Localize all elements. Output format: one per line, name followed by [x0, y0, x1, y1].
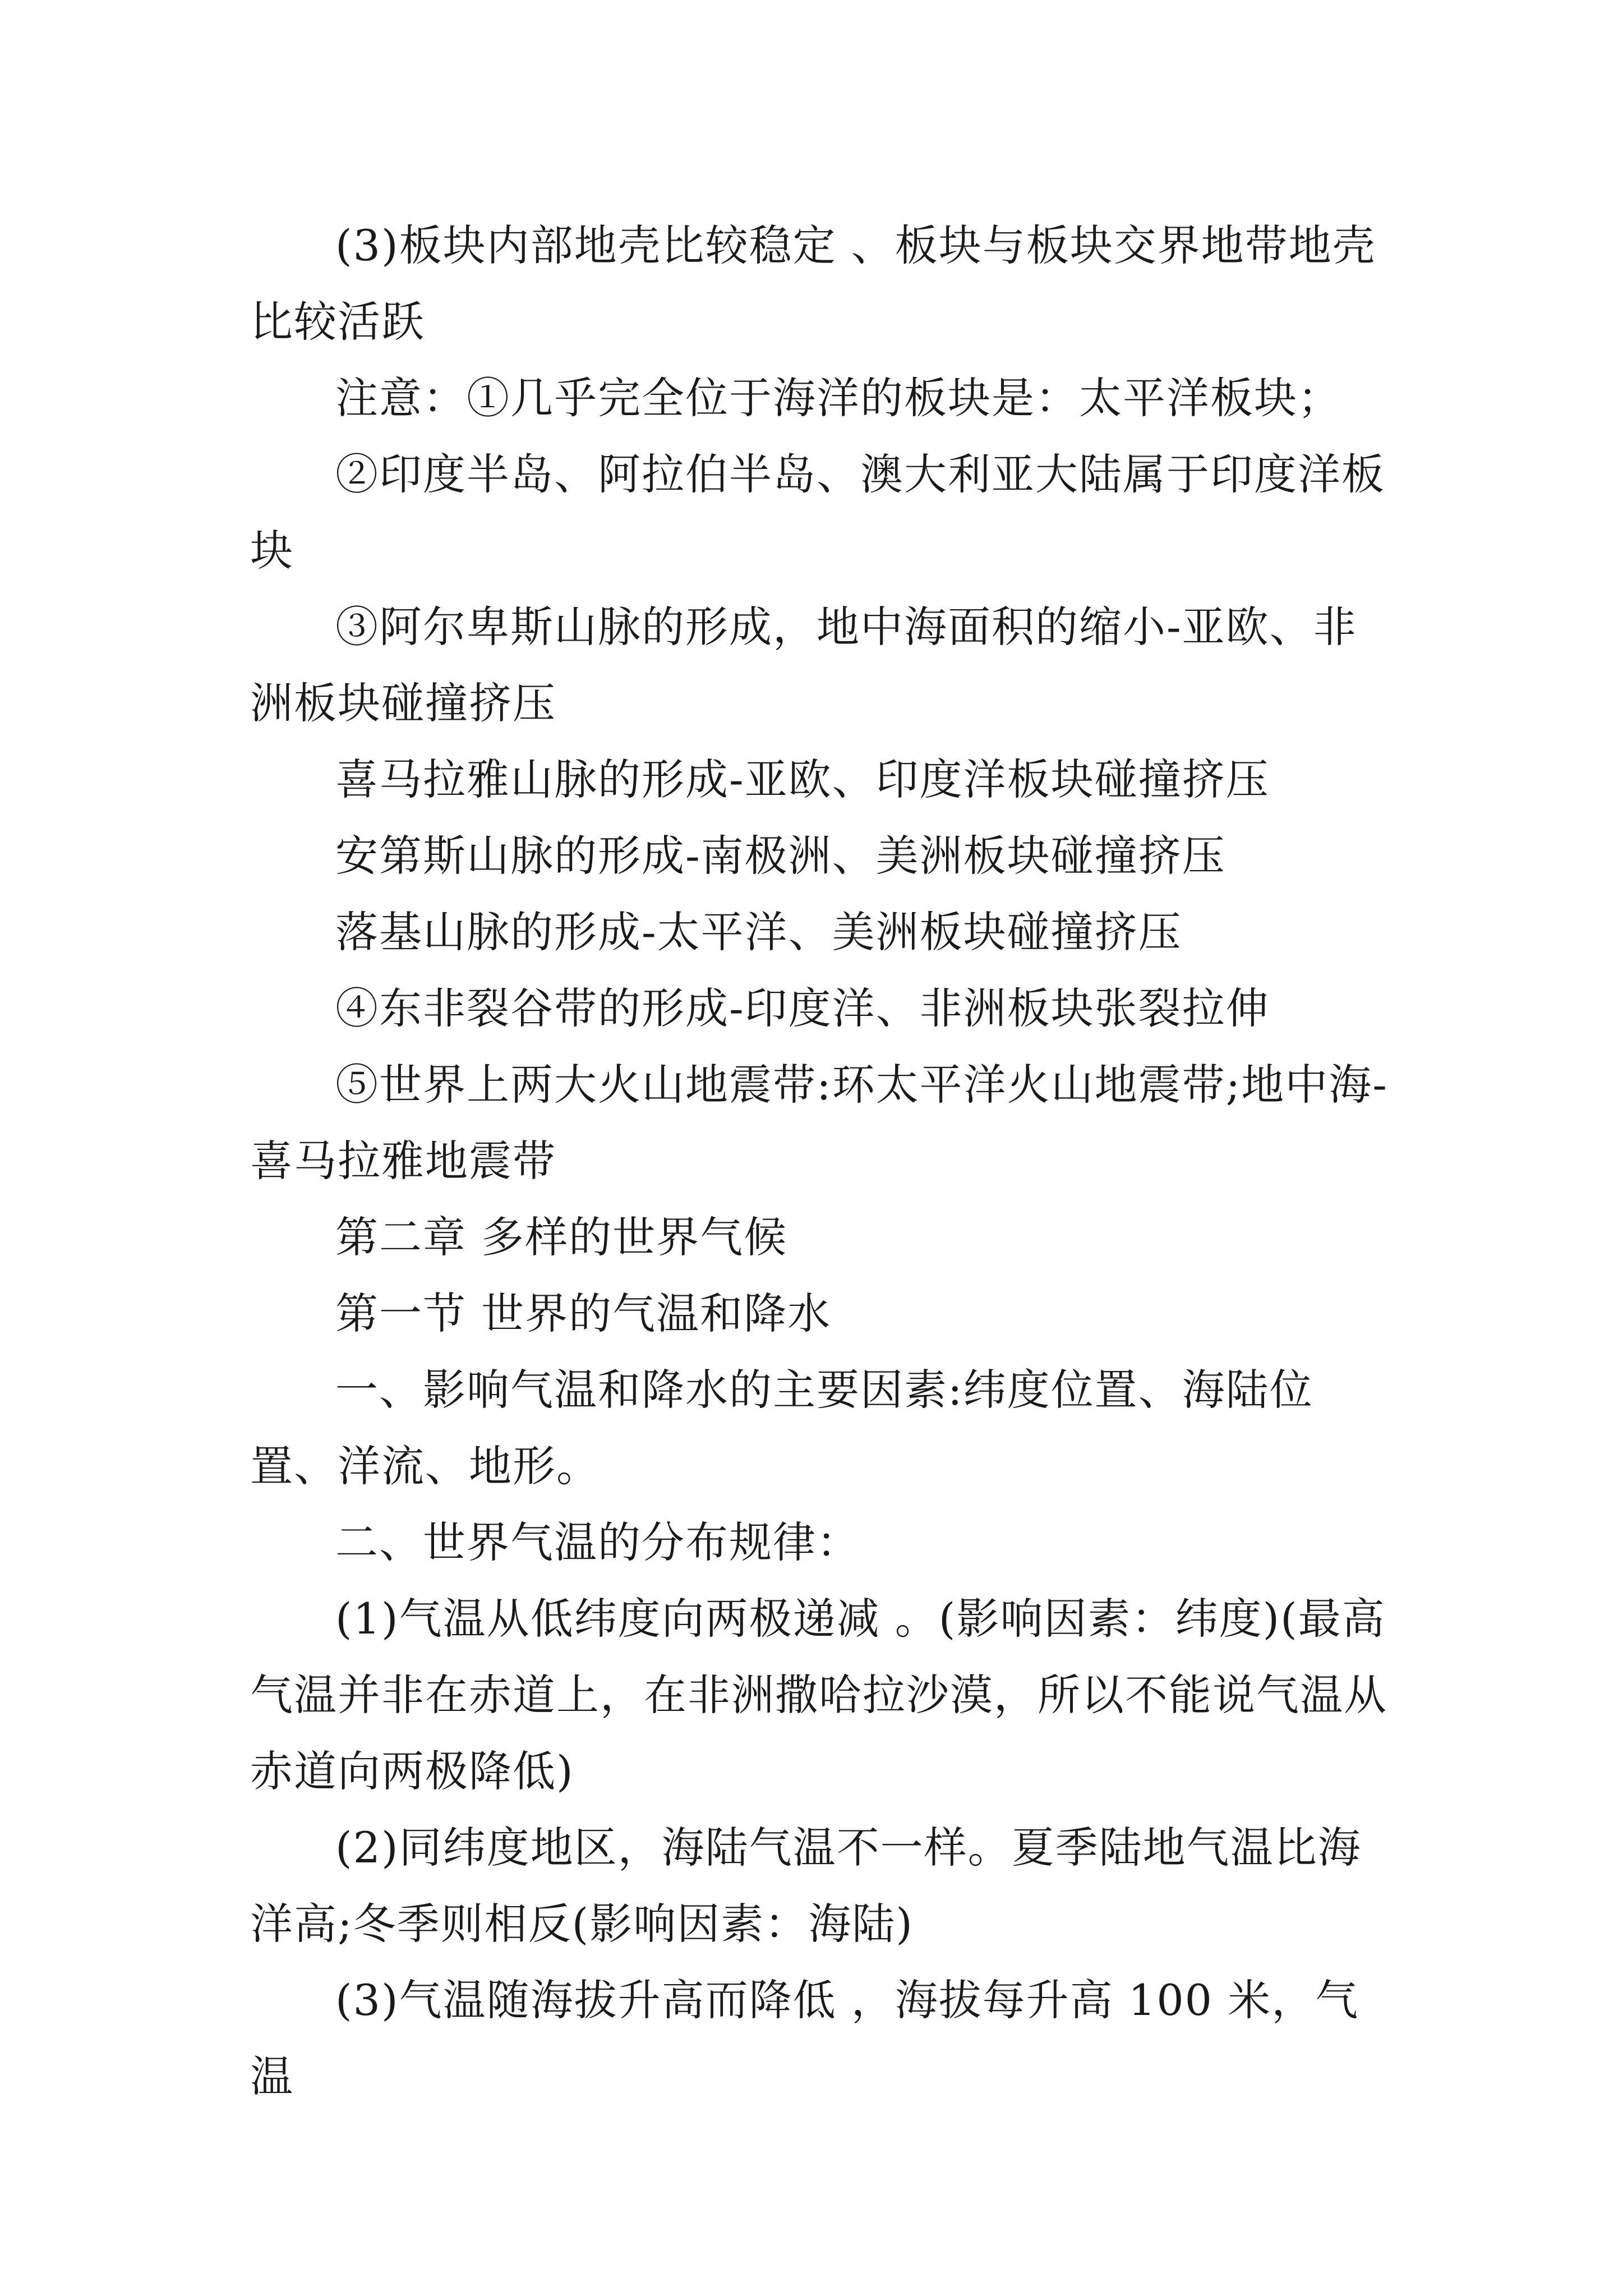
chapter-heading: 第二章 多样的世界气候 [335, 1212, 788, 1262]
paragraph-note-pacific-plate: 注意：①几乎完全位于海洋的板块是：太平洋板块； [335, 373, 1341, 423]
paragraph-himalaya-formation: 喜马拉雅山脉的形成-亚欧、印度洋板块碰撞挤压 [335, 754, 1270, 804]
paragraph-plate-stability: (3)板块内部地壳比较稳定 、板块与板块交界地带地壳比较活跃 [250, 220, 1376, 347]
paragraph-volcanic-belts: ⑤世界上两大火山地震带:环太平洋火山地震带;地中海-喜马拉雅地震带 [250, 1060, 1388, 1186]
paragraph-temperature-altitude: (3)气温随海拔升高而降低 ，海拔每升高 100 米，气温 [250, 1975, 1359, 2101]
paragraph-temperature-land-sea: (2)同纬度地区，海陆气温不一样。夏季陆地气温比海洋高;冬季则相反(影响因素：海陆) [250, 1823, 1362, 1949]
paragraph-andes-formation: 安第斯山脉的形成-南极洲、美洲板块碰撞挤压 [335, 831, 1226, 881]
paragraph-rockies-formation: 落基山脉的形成-太平洋、美洲板块碰撞挤压 [335, 907, 1182, 957]
document-body [250, 208, 1389, 2115]
paragraph-east-african-rift: ④东非裂谷带的形成-印度洋、非洲板块张裂拉伸 [335, 983, 1270, 1033]
paragraph-alps-formation: ③阿尔卑斯山脉的形成，地中海面积的缩小-亚欧、非洲板块碰撞挤压 [250, 602, 1357, 728]
paragraph-temperature-distribution-heading: 二、世界气温的分布规律： [335, 1517, 860, 1567]
paragraph-temperature-latitude: (1)气温从低纬度向两极递减 。(影响因素：纬度)(最高气温并非在赤道上，在非洲撒哈拉沙漠，所以不能说气温从赤道向两极降低) [250, 1594, 1387, 1796]
section-heading: 第一节 世界的气温和降水 [335, 1289, 832, 1338]
paragraph-indian-ocean-plate: ②印度半岛、阿拉伯半岛、澳大利亚大陆属于印度洋板块 [250, 449, 1385, 576]
paragraph-climate-factors: 一、影响气温和降水的主要因素:纬度位置、海陆位置、洋流、地形。 [250, 1365, 1313, 1491]
